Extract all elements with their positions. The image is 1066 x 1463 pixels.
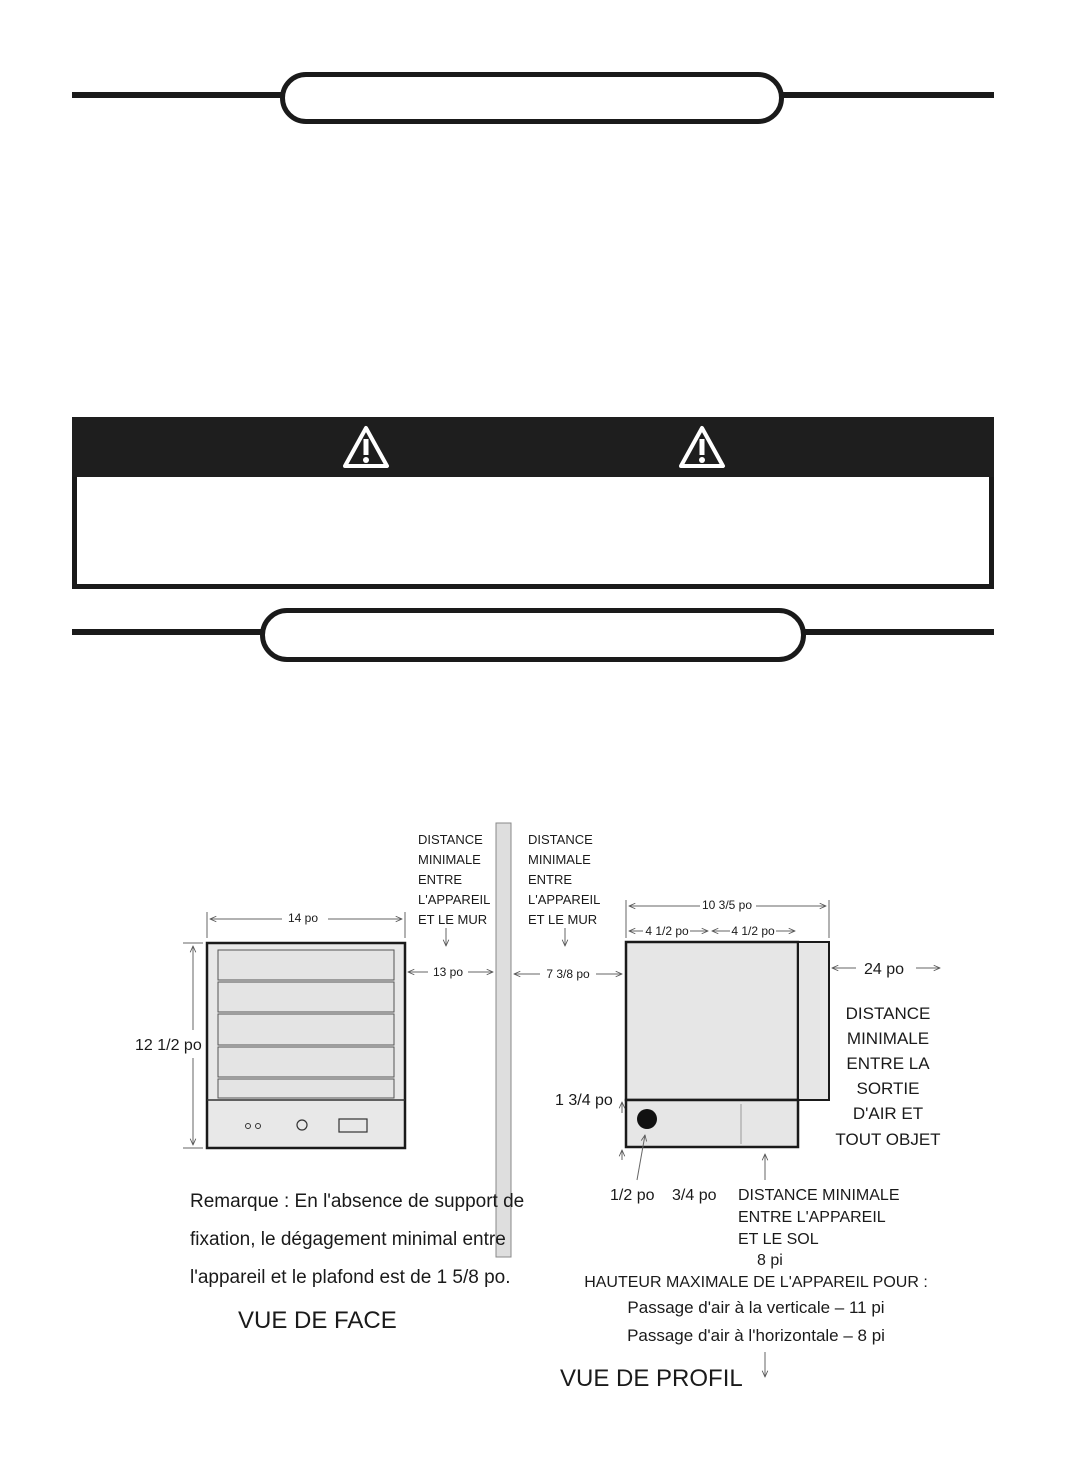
svg-text:TOUT OBJET: TOUT OBJET [835,1130,941,1149]
svg-text:DISTANCE: DISTANCE [528,832,593,847]
floor-clearance-desc [738,1187,900,1269]
svg-text:DISTANCE: DISTANCE [845,1004,931,1023]
side-wall-gap-label: 7 3/8 po [546,967,590,981]
side-half-left-label: 4 1/2 po [645,924,689,938]
front-height-label: 12 1/2 po [135,1037,202,1054]
outlet-clearance-desc [835,1004,940,1149]
svg-text:8 pi: 8 pi [757,1252,783,1269]
front-wall-gap-label: 13 po [432,965,464,979]
front-width-label: 14 po [287,911,319,925]
svg-text:ET LE MUR: ET LE MUR [528,912,598,927]
svg-text:L'APPAREIL: L'APPAREIL [418,892,491,907]
svg-text:MINIMALE: MINIMALE [846,1029,930,1048]
side-half-right-label: 4 1/2 po [731,924,775,938]
front-view-heater [207,943,405,1148]
side-view-title: VUE DE PROFIL [560,1365,743,1392]
knob [637,1109,657,1129]
knob-height-label: 1 3/4 po [555,1092,613,1109]
max-height-horizontal: Passage d'air à l'horizontale – 8 pi [627,1326,885,1345]
side-view-heater [626,942,829,1147]
svg-text:L'APPAREIL: L'APPAREIL [528,892,601,907]
max-height-vertical: Passage d'air à la verticale – 11 pi [627,1298,885,1317]
svg-text:ENTRE: ENTRE [528,872,573,887]
side-total-width-label: 10 3/5 po [701,898,753,912]
svg-text:fixation, le dégagement minima: fixation, le dégagement minimal entre [190,1229,506,1250]
svg-text:ENTRE L'APPAREIL: ENTRE L'APPAREIL [738,1209,886,1226]
bottom-label-a: 1/2 po [610,1187,655,1204]
outlet-clearance-label: 24 po [863,961,905,978]
svg-text:Remarque : En l'absence de sup: Remarque : En l'absence de support de [190,1191,525,1212]
wall-label-left [418,832,490,927]
svg-text:DISTANCE MINIMALE: DISTANCE MINIMALE [738,1187,900,1204]
bottom-label-b: 3/4 po [672,1187,717,1204]
svg-text:MINIMALE: MINIMALE [528,852,591,867]
svg-text:MINIMALE: MINIMALE [418,852,481,867]
svg-text:D'AIR ET: D'AIR ET [852,1104,924,1123]
svg-text:DISTANCE: DISTANCE [418,832,483,847]
max-height-title: HAUTEUR MAXIMALE DE L'APPAREIL POUR : [584,1274,928,1291]
svg-text:SORTIE: SORTIE [856,1079,920,1098]
svg-text:ENTRE: ENTRE [418,872,463,887]
svg-text:ENTRE LA: ENTRE LA [846,1054,930,1073]
front-view-note [190,1191,524,1288]
svg-text:l'appareil et le plafond est d: l'appareil et le plafond est de 1 5/8 po. [190,1267,511,1288]
wall-label-right [528,832,600,927]
svg-text:ET LE SOL: ET LE SOL [738,1231,819,1248]
front-view-title: VUE DE FACE [238,1307,397,1334]
svg-text:ET LE MUR: ET LE MUR [418,912,488,927]
